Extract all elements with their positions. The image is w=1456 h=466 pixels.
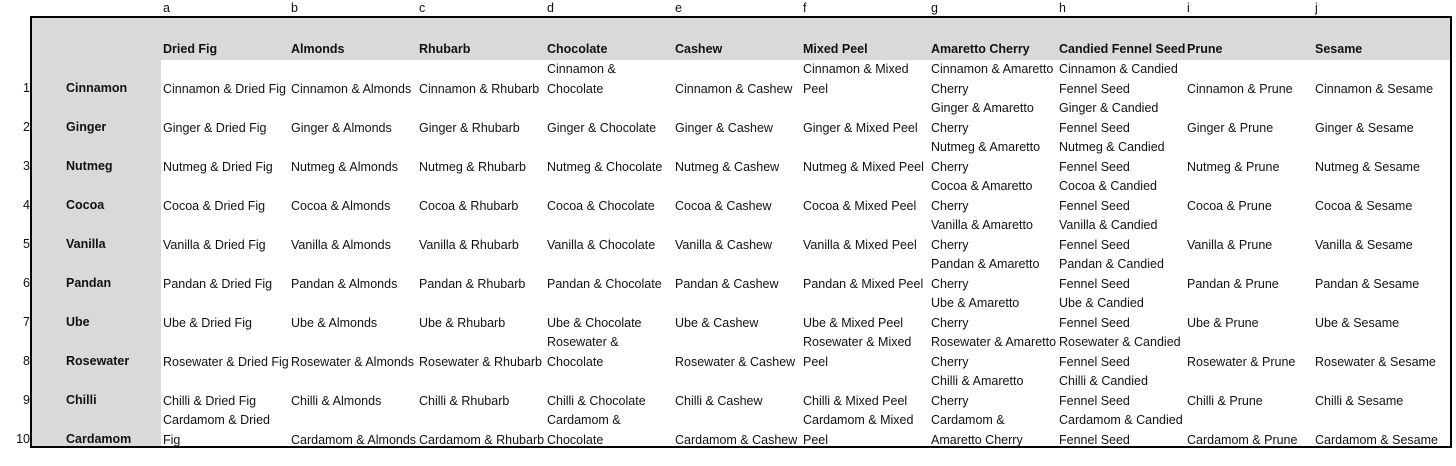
pairing-cell: Vanilla & Almonds: [291, 237, 391, 252]
pairing-cell: Cinnamon & Rhubarb: [419, 81, 540, 96]
pairing-cell: Ube & Dried Fig: [163, 315, 252, 330]
pairing-cell: Chilli & Sesame: [1315, 393, 1404, 408]
pairing-cell: Cardamom & Prune: [1187, 432, 1298, 447]
column-header: Sesame: [1315, 42, 1363, 56]
column-letter-d: d: [547, 1, 554, 15]
pairing-cell: Nutmeg & Prune: [1187, 159, 1280, 174]
pairing-cell: Cocoa & Chocolate: [547, 198, 655, 213]
row-number: 9: [23, 393, 30, 407]
pairing-cell: Cocoa & Amaretto Cherry: [931, 179, 1033, 213]
column-header: Cashew: [675, 42, 723, 56]
pairing-cell: Nutmeg & Mixed Peel: [803, 159, 924, 174]
pairing-cell: Nutmeg & Rhubarb: [419, 159, 527, 174]
row-label: Rosewater: [66, 354, 130, 368]
pairing-cell: Cocoa & Candied Fennel Seed: [1059, 179, 1157, 213]
pairing-cell: Chilli & Candied Fennel Seed: [1059, 374, 1148, 408]
column-letter-c: c: [419, 1, 426, 15]
pairing-cell: Cardamom & Candied Fennel Seed: [1059, 413, 1183, 447]
pairing-cell: Cardamom & Almonds: [291, 432, 417, 447]
pairing-cell: Cinnamon & Mixed Peel: [803, 62, 909, 96]
pairing-cell: Chilli & Almonds: [291, 393, 382, 408]
column-letter-e: e: [675, 1, 682, 15]
column-header: Rhubarb: [419, 42, 471, 56]
pairing-cell: Rosewater & Amaretto Cherry: [931, 335, 1057, 369]
pairing-cell: Rosewater & Sesame: [1315, 354, 1436, 369]
pairing-cell: Rosewater & Almonds: [291, 354, 414, 369]
column-letter-i: i: [1187, 1, 1190, 15]
pairing-cell: Cocoa & Cashew: [675, 198, 772, 213]
pairing-cell: Pandan & Cashew: [675, 276, 779, 291]
pairing-cell: Cinnamon & Prune: [1187, 81, 1293, 96]
pairing-cell: Ginger & Dried Fig: [163, 120, 267, 135]
row-number: 10: [16, 432, 30, 446]
pairing-cell: Chilli & Chocolate: [547, 393, 646, 408]
column-letter-g: g: [931, 1, 938, 15]
pairing-cell: Cinnamon & Cashew: [675, 81, 793, 96]
pairing-cell: Pandan & Candied Fennel Seed: [1059, 257, 1164, 291]
pairing-cell: Cocoa & Prune: [1187, 198, 1272, 213]
pairing-cell: Cardamom & Sesame: [1315, 432, 1438, 447]
pairing-cell: Cinnamon & Almonds: [291, 81, 412, 96]
row-label: Cocoa: [66, 198, 105, 212]
row-label: Ube: [66, 315, 90, 329]
pairing-cell: Nutmeg & Chocolate: [547, 159, 663, 174]
pairing-cell: Pandan & Almonds: [291, 276, 398, 291]
row-label: Pandan: [66, 276, 112, 290]
pairing-cell: Nutmeg & Cashew: [675, 159, 780, 174]
pairing-cell: Chilli & Cashew: [675, 393, 763, 408]
row-label: Chilli: [66, 393, 97, 407]
column-header: Prune: [1187, 42, 1223, 56]
column-letter-h: h: [1059, 1, 1066, 15]
pairing-cell: Pandan & Amaretto Cherry: [931, 257, 1040, 291]
pairing-cell: Ube & Candied Fennel Seed: [1059, 296, 1144, 330]
row-label: Vanilla: [66, 237, 106, 251]
pairing-cell: Vanilla & Amaretto Cherry: [931, 218, 1033, 252]
pairing-cell: Vanilla & Prune: [1187, 237, 1273, 252]
pairing-cell: Pandan & Sesame: [1315, 276, 1420, 291]
pairing-cell: Vanilla & Sesame: [1315, 237, 1413, 252]
row-number: 8: [23, 354, 30, 368]
pairing-cell: Ube & Rhubarb: [419, 315, 506, 330]
pairing-cell: Chilli & Dried Fig: [163, 393, 257, 408]
pairing-cell: Chilli & Prune: [1187, 393, 1263, 408]
pairing-cell: Vanilla & Cashew: [675, 237, 773, 252]
row-label: Ginger: [66, 120, 107, 134]
pairing-cell: Nutmeg & Sesame: [1315, 159, 1420, 174]
pairing-cell: Ginger & Candied Fennel Seed: [1059, 101, 1159, 135]
pairing-cell: Ube & Mixed Peel: [803, 315, 904, 330]
column-letter-b: b: [291, 1, 298, 15]
pairing-cell: Ginger & Almonds: [291, 120, 392, 135]
header-band: [32, 18, 1450, 60]
pairing-cell: Rosewater & Rhubarb: [419, 354, 542, 369]
pairing-cell: Ube & Amaretto Cherry: [931, 296, 1020, 330]
pairing-cell: Rosewater & Dried Fig: [163, 354, 289, 369]
pairing-cell: Cardamom & Mixed Peel: [803, 413, 914, 447]
row-number: 6: [23, 276, 30, 290]
column-header: Chocolate: [547, 42, 608, 56]
pairing-cell: Nutmeg & Amaretto Cherry: [931, 140, 1041, 174]
pairing-cell: Ginger & Mixed Peel: [803, 120, 918, 135]
pairing-cell: Ube & Almonds: [291, 315, 378, 330]
pairing-cell: Chilli & Amaretto Cherry: [931, 374, 1024, 408]
pairing-cell: Cinnamon & Dried Fig: [163, 81, 286, 96]
pairing-cell: Cocoa & Mixed Peel: [803, 198, 917, 213]
pairing-cell: Rosewater & Prune: [1187, 354, 1296, 369]
row-number: 5: [23, 237, 30, 251]
pairing-cell: Pandan & Mixed Peel: [803, 276, 924, 291]
pairing-cell: Ube & Chocolate: [547, 315, 642, 330]
pairing-cell: Cinnamon & Candied Fennel Seed: [1059, 62, 1178, 96]
pairing-cell: Rosewater & Cashew: [675, 354, 796, 369]
pairing-cell: Ginger & Rhubarb: [419, 120, 520, 135]
pairing-cell: Pandan & Chocolate: [547, 276, 662, 291]
pairing-cell: Cardamom & Cashew: [675, 432, 798, 447]
pairing-cell: Cocoa & Almonds: [291, 198, 391, 213]
pairing-cell: Rosewater & Candied Fennel Seed: [1059, 335, 1181, 369]
row-label: Cinnamon: [66, 81, 128, 95]
pairing-cell: Ginger & Cashew: [675, 120, 773, 135]
row-label: Cardamom: [66, 432, 132, 446]
pairing-cell: Cocoa & Sesame: [1315, 198, 1413, 213]
pairing-cell: Cardamom & Dried Fig: [163, 413, 270, 447]
pairing-cell: Ginger & Amaretto Cherry: [931, 101, 1034, 135]
pairing-cell: Nutmeg & Almonds: [291, 159, 398, 174]
pairing-cell: Rosewater & Mixed Peel: [803, 335, 912, 369]
column-header: Almonds: [291, 42, 345, 56]
pairing-cell: Chilli & Mixed Peel: [803, 393, 908, 408]
pairing-cell: Vanilla & Candied Fennel Seed: [1059, 218, 1158, 252]
pairing-cell: Cocoa & Dried Fig: [163, 198, 266, 213]
pairing-cell: Vanilla & Mixed Peel: [803, 237, 917, 252]
pairing-cell: Vanilla & Chocolate: [547, 237, 656, 252]
column-header: Amaretto Cherry: [931, 42, 1030, 56]
column-header: Mixed Peel: [803, 42, 868, 56]
pairing-cell: Rosewater & Chocolate: [547, 335, 619, 369]
pairing-cell: Ube & Cashew: [675, 315, 759, 330]
column-header: Dried Fig: [163, 42, 218, 56]
pairing-cell: Nutmeg & Dried Fig: [163, 159, 273, 174]
pairing-cell: Nutmeg & Candied Fennel Seed: [1059, 140, 1165, 174]
column-header: Candied Fennel Seed: [1059, 42, 1186, 56]
row-number: 3: [23, 159, 30, 173]
row-number: 7: [23, 315, 30, 329]
row-number: 2: [23, 120, 30, 134]
pairing-cell: Pandan & Rhubarb: [419, 276, 526, 291]
pairing-cell: Chilli & Rhubarb: [419, 393, 510, 408]
pairing-cell: Ube & Prune: [1187, 315, 1259, 330]
pairing-cell: Ginger & Prune: [1187, 120, 1274, 135]
pairing-table: [30, 16, 1452, 448]
pairing-cell: Cardamom & Rhubarb: [419, 432, 545, 447]
pairing-cell: Ube & Sesame: [1315, 315, 1400, 330]
pairing-cell: Cardamom & Amaretto Cherry: [931, 413, 1023, 447]
row-number: 4: [23, 198, 30, 212]
column-letter-bar: [0, 0, 1456, 16]
pairing-cell: Pandan & Prune: [1187, 276, 1279, 291]
row-number: 1: [23, 81, 30, 95]
column-letter-f: f: [803, 1, 807, 15]
column-letter-a: a: [163, 1, 170, 15]
pairing-cell: Cardamom & Chocolate: [547, 413, 621, 447]
pairing-cell: Cinnamon & Chocolate: [547, 62, 616, 96]
pairing-cell: Vanilla & Dried Fig: [163, 237, 266, 252]
column-letter-j: j: [1315, 1, 1318, 15]
pairing-cell: Ginger & Sesame: [1315, 120, 1414, 135]
pairing-cell: Ginger & Chocolate: [547, 120, 657, 135]
pairing-cell: Vanilla & Rhubarb: [419, 237, 519, 252]
pairing-cell: Cinnamon & Sesame: [1315, 81, 1434, 96]
pairing-cell: Pandan & Dried Fig: [163, 276, 273, 291]
row-label: Nutmeg: [66, 159, 113, 173]
pairing-cell: Cinnamon & Amaretto Cherry: [931, 62, 1054, 96]
pairing-cell: Cocoa & Rhubarb: [419, 198, 519, 213]
